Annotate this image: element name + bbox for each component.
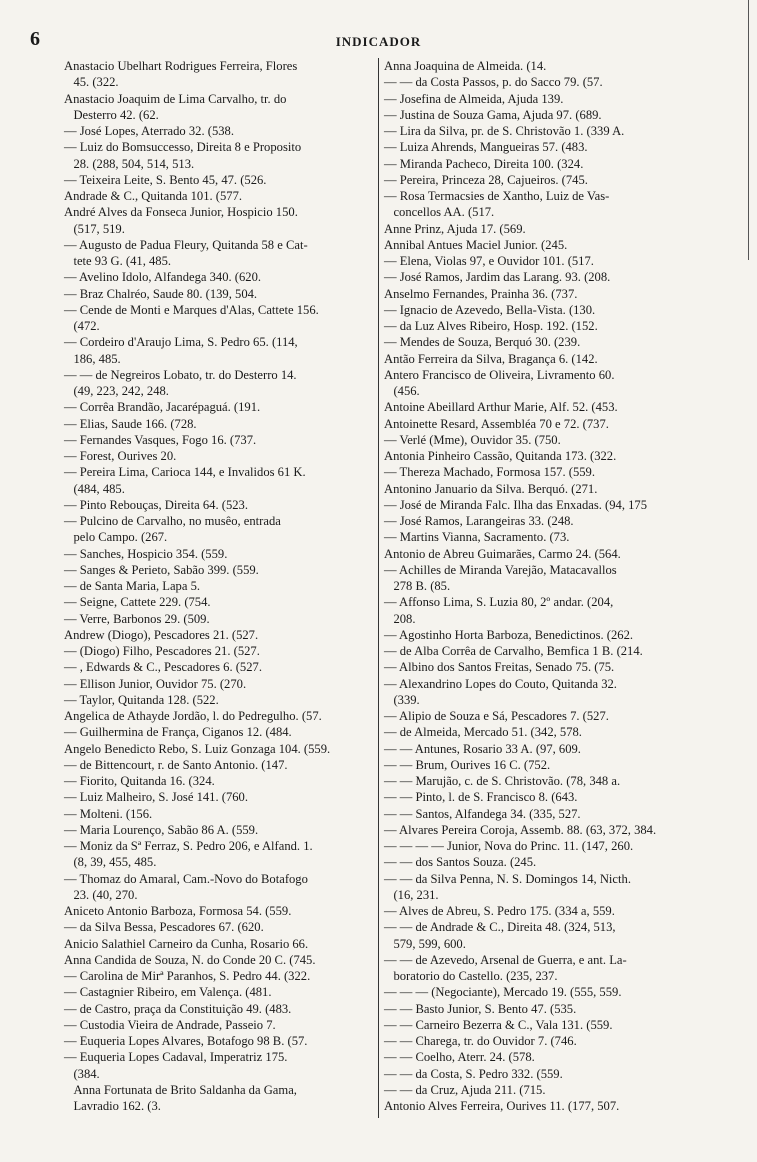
directory-entry-line: — (Diogo) Filho, Pescadores 21. (527. <box>64 644 260 658</box>
directory-entry-line: — Fiorito, Quitanda 16. (324. <box>64 774 215 788</box>
directory-entry-line: André Alves da Fonseca Junior, Hospicio 150. <box>64 205 298 220</box>
directory-entry-line: (517, 519. <box>64 221 125 236</box>
directory-entry-line: — Thereza Machado, Formosa 157. (559. <box>384 465 596 480</box>
directory-entry-line: — Moniz da Sª Ferraz, S. Pedro 206, e Alfand. 1. <box>64 839 313 853</box>
directory-entry-line: — — da Costa Passos, p. do Sacco 79. (57. <box>384 75 603 90</box>
directory-entry-line: — Molteni. (156. <box>64 806 153 821</box>
directory-entry-line: — Sanches, Hospicio 354. (559. <box>64 546 228 561</box>
directory-entry-line: — Alipio de Souza e Sá, Pescadores 7. (527. <box>384 709 609 723</box>
directory-entry-line: (339. <box>384 692 420 707</box>
directory-entry-line: — Thomaz do Amaral, Cam.-Novo do Botafogo <box>64 871 308 886</box>
directory-entry-line: — Luiz do Bomsuccesso, Direita 8 e Proposito <box>64 140 302 155</box>
directory-entry-line: — Ellison Junior, Ouvidor 75. (270. <box>64 676 247 691</box>
directory-entry-line: — Alvares Pereira Coroja, Assemb. 88. (63, 372, 384. <box>384 822 657 837</box>
directory-entry-line: — Custodia Vieira de Andrade, Passeio 7. <box>64 1017 276 1032</box>
directory-entry-line: — Verlé (Mme), Ouvidor 35. (750. <box>384 432 561 447</box>
directory-entry-line: — Alves de Abreu, S. Pedro 175. (334 a, 559. <box>384 904 615 918</box>
directory-entry-line: — Taylor, Quitanda 128. (522. <box>64 692 219 707</box>
directory-entry-line: — — — (Negociante), Mercado 19. (555, 559. <box>384 985 622 1000</box>
directory-entry-line: — Pereira, Princeza 28, Cajueiros. (745. <box>384 172 588 187</box>
directory-entry-line: — — Brum, Ourives 16 C. (752. <box>384 757 551 772</box>
directory-entry-line: — Forest, Ourives 20. <box>64 449 177 463</box>
directory-entry-line: — Affonso Lima, S. Luzia 80, 2º andar. (204, <box>384 595 614 610</box>
directory-entry-line: — Rosa Termacsies de Xantho, Luiz de Vas- <box>384 189 610 203</box>
directory-entry-line: — Luiza Ahrends, Mangueiras 57. (483. <box>384 140 588 155</box>
directory-entry-line: Angelo Benedicto Rebo, S. Luiz Gonzaga 104. (559. <box>64 741 331 756</box>
directory-entry-line: — Euqueria Lopes Alvares, Botafogo 98 B. (57. <box>64 1034 308 1048</box>
running-title: INDICADOR <box>335 34 422 49</box>
directory-entry-line: — — — — Junior, Nova do Princ. 11. (147, 260. <box>384 839 634 853</box>
directory-entry-line: — de Castro, praça da Constituição 49. (483. <box>64 1001 292 1016</box>
directory-entry-line: — Avelino Idolo, Alfandega 340. (620. <box>64 270 262 285</box>
directory-entry-line: (49, 223, 242, 248. <box>64 384 169 398</box>
directory-entry-line: — da Silva Bessa, Pescadores 67. (620. <box>64 920 264 935</box>
directory-entry-line: — José Ramos, Jardim das Larang. 93. (208. <box>384 270 611 285</box>
directory-entry-line: 28. (288, 504, 514, 513. <box>64 156 195 171</box>
directory-entry-line: — — da Costa, S. Pedro 332. (559. <box>384 1066 563 1081</box>
directory-entry-line: — de Bittencourt, r. de Santo Antonio. (147. <box>64 757 288 772</box>
directory-entry-line: — Josefina de Almeida, Ajuda 139. <box>384 91 564 106</box>
directory-entry-line: Anastacio Joaquim de Lima Carvalho, tr. do <box>64 91 287 106</box>
directory-entry-line: 579, 599, 600. <box>384 936 466 951</box>
directory-entry-line: Antero Francisco de Oliveira, Livramento 60. <box>384 367 615 382</box>
directory-entry-line: (16, 231. <box>384 887 439 902</box>
directory-entry-line: — Alexandrino Lopes do Couto, Quitanda 32. <box>384 676 617 691</box>
directory-entry-line: — Augusto de Padua Fleury, Quitanda 58 e Cat- <box>64 237 308 252</box>
directory-entry-line: pelo Campo. (267. <box>64 530 168 545</box>
directory-entry-line: — de Almeida, Mercado 51. (342, 578. <box>384 725 582 740</box>
directory-entry-line: — Pulcino de Carvalho, no musêo, entrada <box>64 514 281 528</box>
directory-entry-line: — Albino dos Santos Freitas, Senado 75. (75. <box>384 660 615 675</box>
directory-entry-line: Antoine Abeillard Arthur Marie, Alf. 52. (453. <box>384 400 618 415</box>
directory-entry-line: — — de Negreiros Lobato, tr. do Desterro 14. <box>64 367 297 382</box>
directory-entry-line: Anna Joaquina de Almeida. (14. <box>384 59 547 73</box>
directory-entry-line: — — Basto Junior, S. Bento 47. (535. <box>384 1001 577 1016</box>
directory-entry-line: — de Alba Corrêa de Carvalho, Bemfica 1 B. (214. <box>384 644 643 658</box>
directory-entry-line: — Braz Chalréo, Saude 80. (139, 504. <box>64 286 258 301</box>
directory-entry-line: tete 93 G. (41, 485. <box>64 254 172 268</box>
directory-entry-line: — Teixeira Leite, S. Bento 45, 47. (526. <box>64 172 267 187</box>
directory-entry-line: concellos AA. (517. <box>384 205 495 220</box>
directory-entry-line: Lavradio 162. (3. <box>64 1099 161 1113</box>
directory-entry-line: — Luiz Malheiro, S. José 141. (760. <box>64 790 248 805</box>
directory-entry-line: — José de Miranda Falc. Ilha das Enxadas. (94, 175 <box>384 497 648 512</box>
left-column <box>64 58 374 1114</box>
directory-entry-line: — Pereira Lima, Carioca 144, e Invalidos 61 K. <box>64 465 306 480</box>
directory-entry-line: boratorio do Castello. (235, 237. <box>384 969 558 983</box>
directory-entry-line: — Verre, Barbonos 29. (509. <box>64 611 210 626</box>
directory-entry-line: — — Carneiro Bezerra & C., Vala 131. (559. <box>384 1017 613 1032</box>
directory-entry-line: — — Charega, tr. do Ouvidor 7. (746. <box>384 1034 577 1048</box>
page-header <box>30 28 727 52</box>
directory-entry-line: Antoinette Resard, Assembléa 70 e 72. (737. <box>384 416 609 431</box>
directory-entry-line: — — da Silva Penna, N. S. Domingos 14, Nicth. <box>384 871 631 886</box>
directory-entry-line: — Elena, Violas 97, e Ouvidor 101. (517. <box>384 254 594 268</box>
directory-entry-line: — Carolina de Mirª Paranhos, S. Pedro 44. (322. <box>64 969 311 983</box>
directory-entry-line: — Castagnier Ribeiro, em Valença. (481. <box>64 985 272 1000</box>
directory-entry-line: Anastacio Ubelhart Rodrigues Ferreira, Flores <box>64 59 298 73</box>
directory-entry-line: Anna Fortunata de Brito Saldanha da Gama, <box>64 1082 297 1097</box>
directory-entry-line: (484, 485. <box>64 481 125 496</box>
directory-entry-line: — — Pinto, l. de S. Francisco 8. (643. <box>384 790 578 805</box>
directory-entry-line: Anicio Salathiel Carneiro da Cunha, Rosario 66. <box>64 936 309 951</box>
page-number: 6 <box>30 28 40 50</box>
directory-entry-line: — — dos Santos Souza. (245. <box>384 855 537 870</box>
directory-entry-line: Anselmo Fernandes, Prainha 36. (737. <box>384 286 578 301</box>
directory-entry-line: — Seigne, Cattete 229. (754. <box>64 595 211 610</box>
directory-entry-line: Antonio de Abreu Guimarães, Carmo 24. (564. <box>384 546 621 561</box>
directory-entry-line: — Euqueria Lopes Cadaval, Imperatriz 175. <box>64 1050 288 1065</box>
directory-entry-line: Antonino Januario da Silva. Berquó. (271. <box>384 481 598 496</box>
directory-entry-line: — Elias, Saude 166. (728. <box>64 416 197 431</box>
directory-entry-line: — Pinto Rebouças, Direita 64. (523. <box>64 497 248 512</box>
directory-entry-line: — Achilles de Miranda Varejão, Matacavallos <box>384 562 617 577</box>
directory-entry-line: Desterro 42. (62. <box>64 107 159 122</box>
column-divider <box>378 58 379 1118</box>
directory-entry-line: (384. <box>64 1066 100 1081</box>
directory-entry-line: — Fernandes Vasques, Fogo 16. (737. <box>64 432 257 447</box>
directory-entry-line: — , Edwards & C., Pescadores 6. (527. <box>64 660 262 675</box>
directory-entry-line: — — da Cruz, Ajuda 211. (715. <box>384 1082 546 1097</box>
directory-entry-line: — — Marujão, c. de S. Christovão. (78, 348 a. <box>384 774 621 788</box>
directory-entry-line: — José Ramos, Larangeiras 33. (248. <box>384 514 574 528</box>
directory-entry-line: — — Antunes, Rosario 33 A. (97, 609. <box>384 741 581 756</box>
directory-entry-line: 45. (322. <box>64 75 119 90</box>
directory-entry-line: Antão Ferreira da Silva, Bragança 6. (142. <box>384 351 598 366</box>
directory-entry-line: — Justina de Souza Gama, Ajuda 97. (689. <box>384 107 602 122</box>
directory-entry-line: — Agostinho Horta Barboza, Benedictinos. (262. <box>384 627 634 642</box>
directory-entry-line: Angelica de Athayde Jordão, l. do Pedregulho. (57. <box>64 709 322 723</box>
directory-entry-line: — — de Azevedo, Arsenal de Guerra, e ant. La- <box>384 952 627 967</box>
directory-entry-line: — Ignacio de Azevedo, Bella-Vista. (130. <box>384 302 596 317</box>
directory-entry-line: (8, 39, 455, 485. <box>64 855 157 870</box>
directory-entry-line: Antonia Pinheiro Cassão, Quitanda 173. (322. <box>384 449 617 463</box>
directory-entry-line: — de Santa Maria, Lapa 5. <box>64 579 201 593</box>
directory-entry-line: Annibal Antues Maciel Junior. (245. <box>384 237 568 252</box>
directory-entry-line: — — Coelho, Aterr. 24. (578. <box>384 1050 535 1065</box>
directory-entry-line: Anne Prinz, Ajuda 17. (569. <box>384 221 526 236</box>
directory-entry-line: — Cende de Monti e Marques d'Alas, Cattete 156. <box>64 302 319 317</box>
directory-entry-line: Antonio Alves Ferreira, Ourives 11. (177, 507. <box>384 1099 620 1113</box>
directory-entry-line: Aniceto Antonio Barboza, Formosa 54. (559. <box>64 904 292 918</box>
directory-entry-line: — José Lopes, Aterrado 32. (538. <box>64 124 234 138</box>
directory-entry-line: — Martins Vianna, Sacramento. (73. <box>384 530 570 545</box>
directory-entry-line: — Maria Lourenço, Sabão 86 A. (559. <box>64 822 259 837</box>
directory-entry-line: — Corrêa Brandão, Jacarépaguá. (191. <box>64 400 261 415</box>
directory-entry-line: — — de Andrade & C., Direita 48. (324, 513, <box>384 920 616 935</box>
directory-entry-line: — Miranda Pacheco, Direita 100. (324. <box>384 156 584 171</box>
directory-entry-line: Anna Candida de Souza, N. do Conde 20 C. (745. <box>64 952 316 967</box>
directory-entry-line: — da Luz Alves Ribeiro, Hosp. 192. (152. <box>384 319 598 333</box>
directory-entry-line: — Mendes de Souza, Berquó 30. (239. <box>384 335 581 350</box>
directory-entry-line: 278 B. (85. <box>384 579 451 593</box>
directory-entry-line: — — Santos, Alfandega 34. (335, 527. <box>384 806 581 821</box>
directory-entry-line: (456. <box>384 384 420 398</box>
directory-entry-line: — Sanges & Perieto, Sabão 399. (559. <box>64 562 259 577</box>
directory-entry-line: 208. <box>384 611 416 626</box>
right-column <box>384 58 714 1114</box>
directory-entry-line: — Cordeiro d'Araujo Lima, S. Pedro 65. (114, <box>64 335 298 350</box>
directory-entry-line: 23. (40, 270. <box>64 887 138 902</box>
directory-entry-line: (472. <box>64 319 100 333</box>
directory-entry-line: Andrade & C., Quitanda 101. (577. <box>64 189 243 203</box>
directory-entry-line: — Guilhermina de França, Ciganos 12. (484. <box>64 725 292 740</box>
directory-entry-line: 186, 485. <box>64 351 121 366</box>
directory-entry-line: — Lira da Silva, pr. de S. Christovão 1. (339 A. <box>384 124 625 138</box>
directory-entry-line: Andrew (Diogo), Pescadores 21. (527. <box>64 627 259 642</box>
page-edge-line <box>748 0 749 260</box>
